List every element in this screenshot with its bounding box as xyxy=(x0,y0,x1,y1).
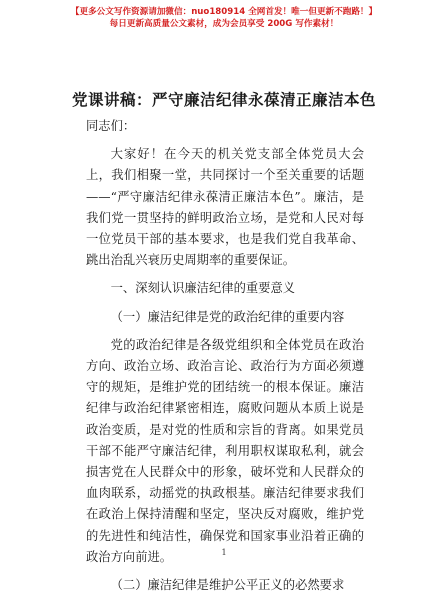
page-number: 1 xyxy=(221,548,227,557)
promo-banner-line1: 【更多公文写作资源请加微信：nuo180914 全网首发！唯一但更新不跑路！】 xyxy=(70,7,378,17)
intro-paragraph: 大家好！在今天的机关党支部全体党员大会上，我们相聚一堂，共同探讨一个至关重要的话题——“严守廉洁纪律永葆清正廉洁本色”。廉洁，是我们党一贯坚持的鲜明政治立场，是党和人民对每一位党员干部的基本要求，也是我们党自我革命、跳出治乱兴衰历史周期率的重要保证。 xyxy=(86,147,364,268)
subsection-heading-2: （二）廉洁纪律是维护公平正义的必然要求 xyxy=(110,578,345,593)
document-body xyxy=(86,116,364,596)
subsection-heading-1: （一）廉洁纪律是党的政治纪律的重要内容 xyxy=(110,309,345,324)
promo-banner-line2: 每日更新高质量公文素材，成为会员享受 200G 写作素材！ xyxy=(109,19,339,29)
promo-banner xyxy=(0,6,448,30)
body-paragraph-2: 党的政治纪律是各级党组织和全体党员在政治方向、政治立场、政治言论、政治行为方面必须遵守的规矩，是维护党的团结统一的根本保证。廉洁纪律与政治纪律紧密相连，腐败问题从本质上说是政治变质，是对党的性质和宗旨的背离。如果党员干部不能严守廉洁纪律，利用职权谋取私利，就会损害党在人民群众中的形象，破坏党和人民群众的血肉联系，动摇党的执政根基。廉洁纪律要求我们在政治上保持清醒和坚定，坚决反对腐败，维护党的先进性和纯洁性，确保党和国家事业沿着正确的政治方向前进。 xyxy=(86,337,364,564)
greeting: 同志们： xyxy=(86,119,136,133)
section-heading-1: 一、深刻认识廉洁纪律的重要意义 xyxy=(110,281,296,296)
document-title: 党课讲稿：严守廉洁纪律永葆清正廉洁本色 xyxy=(71,91,376,109)
